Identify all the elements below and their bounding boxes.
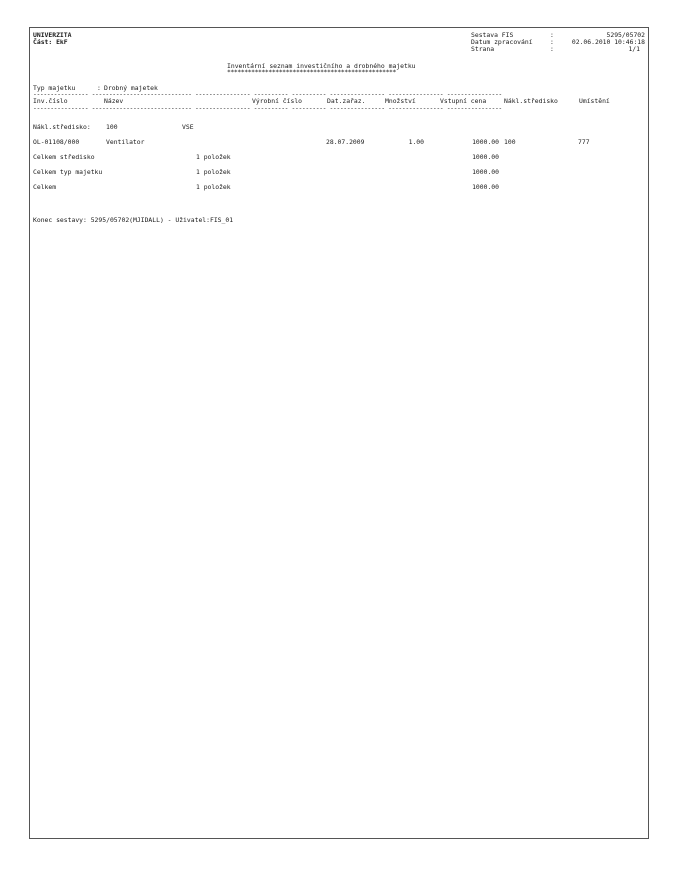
col-quantity: Množství: [385, 97, 416, 105]
total-all-label: Celkem: [33, 183, 57, 191]
org-part: Část: EkF: [33, 38, 68, 46]
col-name: Název: [104, 97, 124, 105]
total-type-count: 1 položek: [196, 168, 231, 176]
date-label: Datum zpracování: [471, 38, 533, 46]
report-label: Sestava FIS: [471, 31, 514, 39]
separator-top: ---------------- ----------------------------- ---------------- ---------- ---------- ---------------- ---------------- ----------------: [33, 91, 502, 98]
cost-center-name: VSE: [182, 123, 194, 131]
report-page: [29, 27, 649, 839]
total-type-price: 1000.00: [472, 168, 499, 176]
processing-date: 02.06.2010 10:46:18: [571, 38, 645, 46]
item-price: 1000.00: [472, 138, 499, 146]
report-id: 5295/05702: [606, 31, 645, 39]
item-name: Ventilator: [106, 138, 145, 146]
org-name: UNIVERZITA: [33, 31, 72, 39]
page-label: Strana: [471, 45, 495, 53]
col-price: Vstupní cena: [440, 97, 487, 105]
asset-type-sep: :: [97, 84, 101, 92]
cost-center-label: Nákl.středisko:: [33, 123, 91, 131]
separator-bottom: ---------------- ----------------------------- ---------------- ---------- ---------- ---------------- ---------------- ----------------: [33, 105, 502, 112]
item-location: 777: [578, 138, 590, 146]
page-sep: :: [550, 45, 554, 53]
col-date: Dat.zařaz.: [327, 97, 366, 105]
col-cost-center: Nákl.středisko: [504, 97, 558, 105]
item-quantity: 1.00: [408, 138, 424, 146]
report-title: Inventární seznam investičního a drobného majetku: [227, 62, 416, 70]
item-cost-center: 100: [504, 138, 516, 146]
item-inv-number: OL-01108/000: [33, 138, 80, 146]
item-date: 28.07.2009: [326, 138, 365, 146]
date-sep: :: [550, 38, 554, 46]
cost-center-code: 100: [106, 123, 118, 131]
report-sep: :: [550, 31, 554, 39]
total-center-count: 1 položek: [196, 153, 231, 161]
total-center-label: Celkem středisko: [33, 153, 95, 161]
col-inv-number: Inv.číslo: [33, 97, 68, 105]
asset-type-label: Typ majetku: [33, 84, 76, 92]
asset-type-value: Drobný majetek: [104, 84, 158, 92]
total-all-count: 1 položek: [196, 183, 231, 191]
total-type-label: Celkem typ majetku: [33, 168, 103, 176]
total-all-price: 1000.00: [472, 183, 499, 191]
total-center-price: 1000.00: [472, 153, 499, 161]
report-end-line: Konec sestavy: 5295/05702(MJIDALL) - Uživatel:FIS_01: [33, 216, 234, 224]
col-serial: Výrobní číslo: [252, 97, 303, 105]
title-underline: *************************************************: [227, 69, 396, 76]
col-location: Umístění: [579, 97, 610, 105]
page-number: 1/1: [628, 45, 640, 53]
